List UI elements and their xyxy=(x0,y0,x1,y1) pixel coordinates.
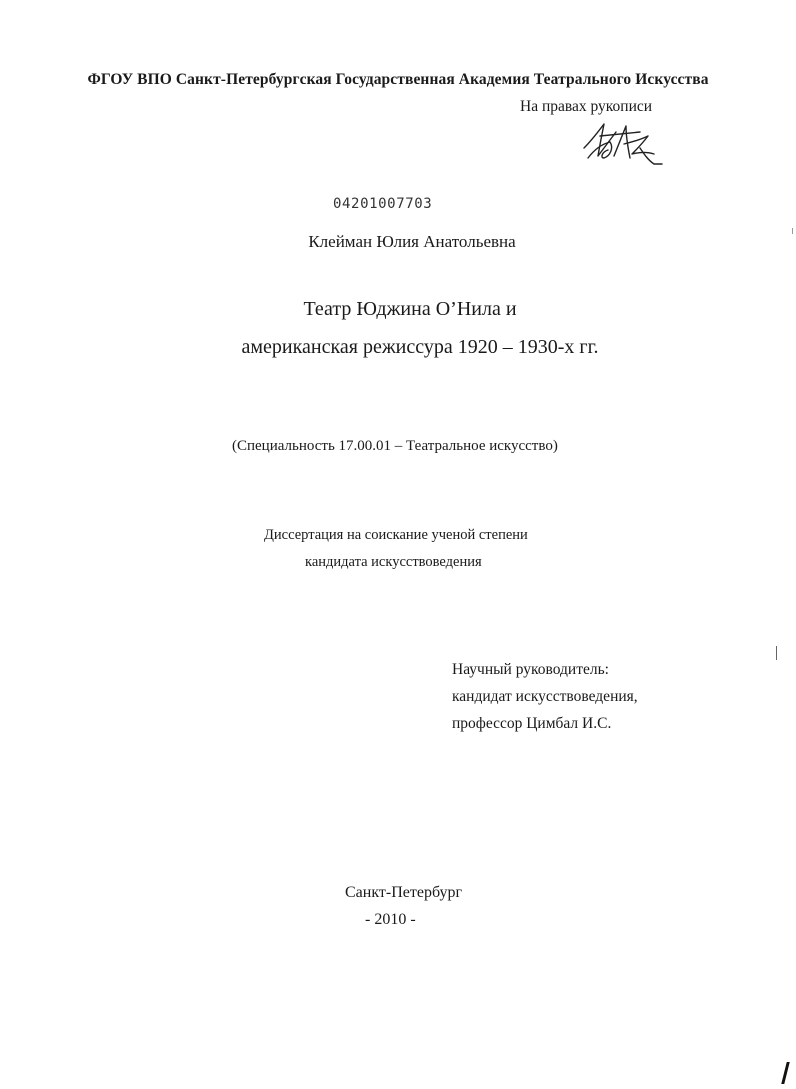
advisor-name: профессор Цимбал И.С. xyxy=(452,715,612,732)
advisor-degree: кандидат искусствоведения, xyxy=(452,688,638,705)
dissertation-line-2: кандидата искусствоведения xyxy=(305,554,482,570)
thesis-title-line-2: американская режиссура 1920 – 1930-х гг. xyxy=(241,336,599,358)
scan-artifact-mark xyxy=(776,646,777,660)
scan-artifact-mark xyxy=(792,228,793,234)
dissertation-line-1: Диссертация на соискание ученой степени xyxy=(264,527,528,543)
catalog-number: 04201007703 xyxy=(333,196,433,212)
scan-artifact-mark xyxy=(781,1062,789,1084)
thesis-title-line-1: Театр Юджина О’Нила и xyxy=(303,298,517,320)
manuscript-rights-note: На правах рукописи xyxy=(520,98,653,115)
handwritten-signature xyxy=(580,118,670,168)
city: Санкт-Петербург xyxy=(345,884,463,901)
year: - 2010 - xyxy=(365,911,416,928)
institution-heading: ФГОУ ВПО Санкт-Петербургская Государственная Академия Театрального Искусства xyxy=(87,71,709,88)
advisor-label: Научный руководитель: xyxy=(452,661,609,678)
specialty-line: (Специальность 17.00.01 – Театральное искусство) xyxy=(232,438,558,454)
author-name: Клейман Юлия Анатольевна xyxy=(308,232,516,251)
